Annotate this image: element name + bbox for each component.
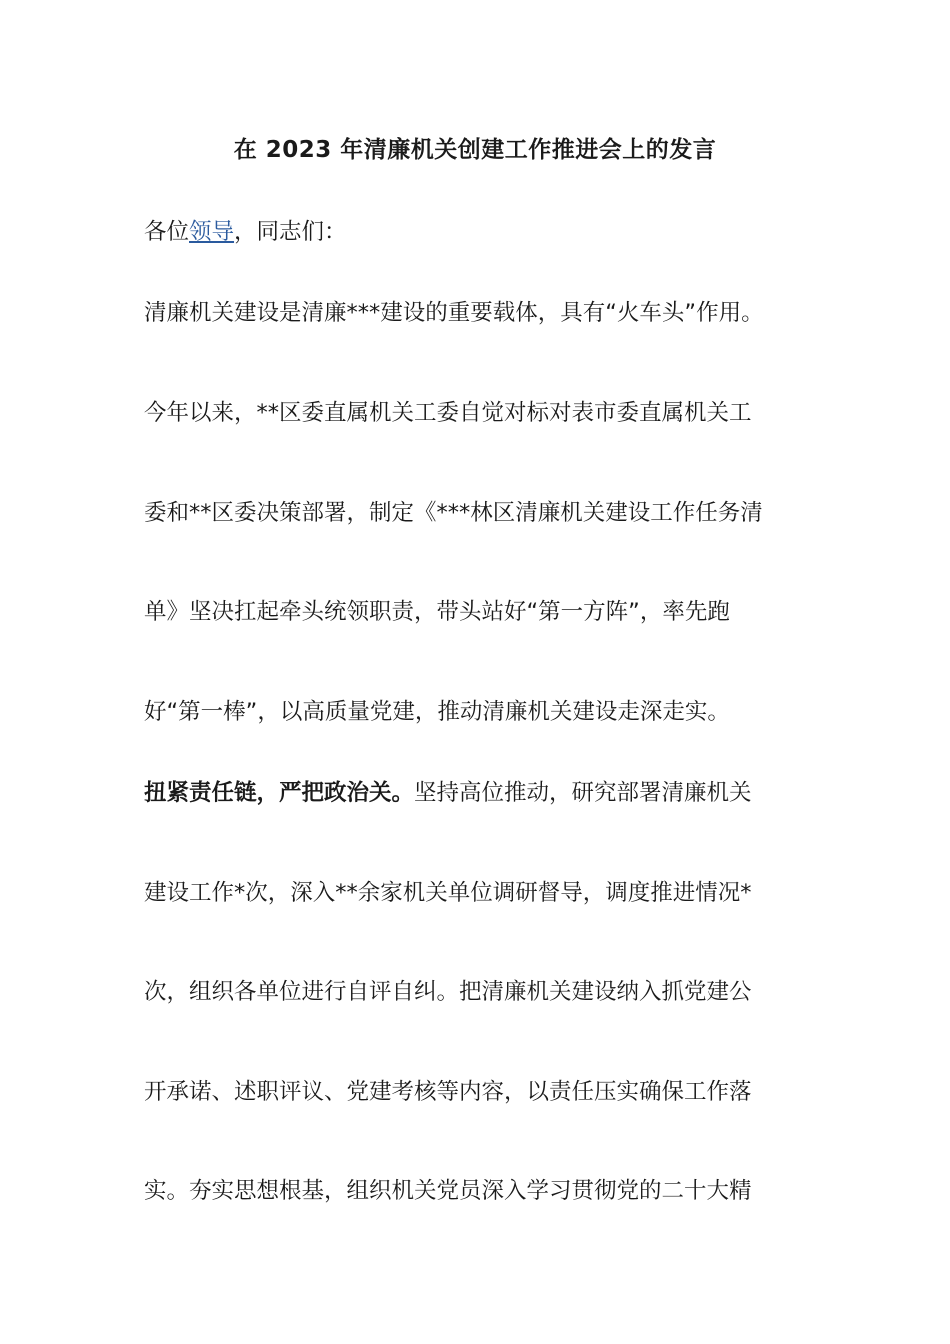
body-line: 单》坚决扛起牵头统领职责，带头站好“第一方阵”，率先跑 (144, 599, 730, 625)
body-line: 次，组织各单位进行自评自纠。把清廉机关建设纳入抓党建公 (144, 979, 752, 1005)
document-title: 在 2023 年清廉机关创建工作推进会上的发言 (233, 137, 717, 163)
salutation-prefix: 各位 (144, 219, 190, 245)
body-line: 清廉机关建设是清廉***建设的重要载体，具有“火车头”作用。 (144, 300, 764, 326)
section-first-line-rest: 坚持高位推动，研究部署清廉机关 (414, 780, 752, 806)
salutation-suffix: ，同志们： (234, 219, 347, 245)
body-line: 委和**区委决策部署，制定《***林区清廉机关建设工作任务清 (144, 500, 763, 526)
body-line: 实。夯实思想根基，组织机关党员深入学习贯彻党的二十大精 (144, 1178, 752, 1204)
body-line: 建设工作*次，深入**余家机关单位调研督导，调度推进情况* (144, 880, 752, 906)
section-first-line (144, 777, 824, 809)
leaders-link[interactable]: 领导 (189, 219, 235, 245)
body-line: 好“第一棒”，以高质量党建，推动清廉机关建设走深走实。 (144, 699, 730, 725)
salutation (144, 216, 824, 248)
body-line: 今年以来，**区委直属机关工委自觉对标对表市委直属机关工 (144, 400, 752, 426)
section-heading: 扭紧责任链，严把政治关。 (144, 780, 415, 806)
body-line: 开承诺、述职评议、党建考核等内容，以责任压实确保工作落 (144, 1079, 752, 1105)
